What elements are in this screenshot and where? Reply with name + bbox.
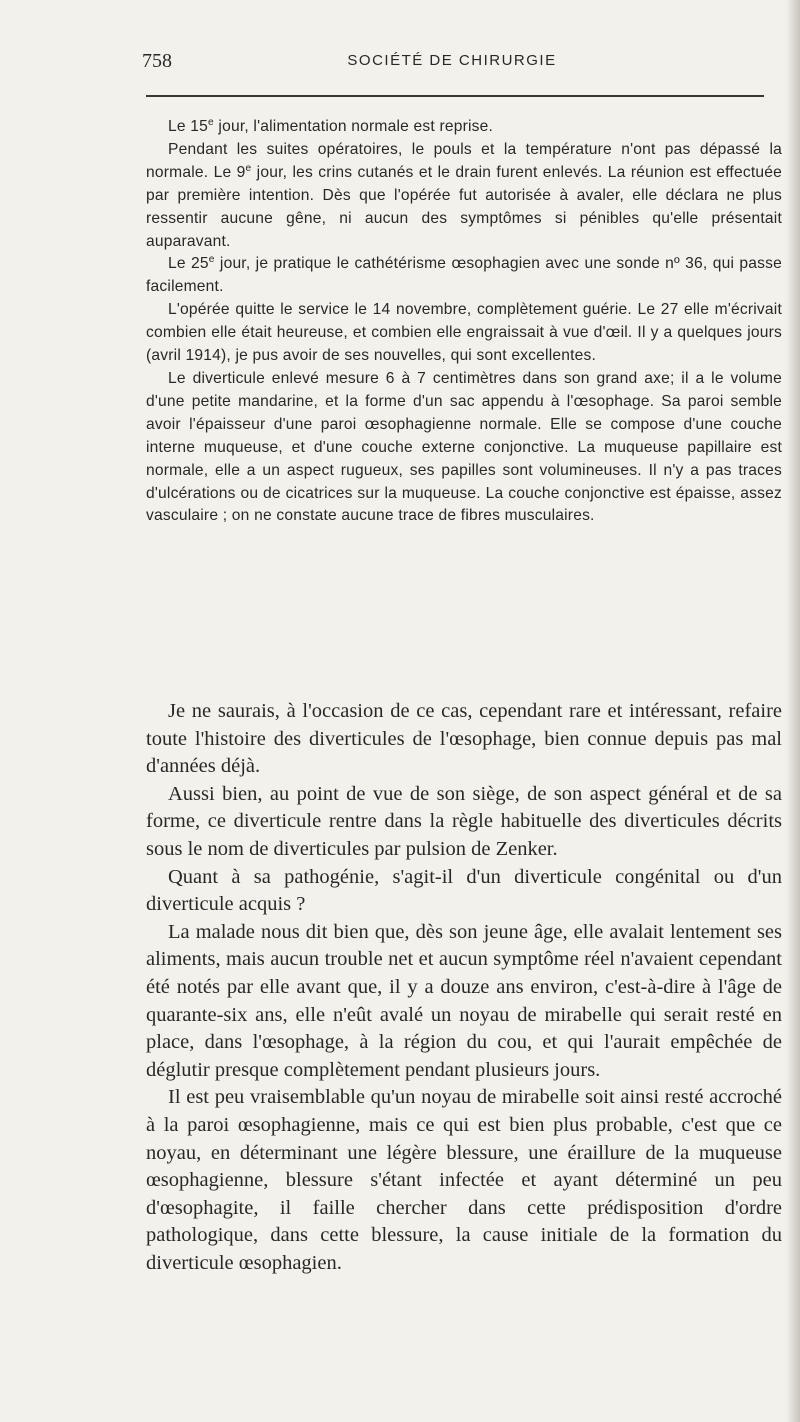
paragraph: Il est peu vraisemblable qu'un noyau de mirabelle soit ainsi resté accroché à la paroi œsophagienne, mais ce qui est bien plus probable, c'est que ce noyau, en déterminant une légère blessure, une éraillure de la muqueuse œsophagienne, blessure s'étant infectée et ayant déterminé un peu d'œsophagite, il faille chercher dans cette prédisposition d'ordre pathologique, dans cette blessure, la cause initiale de la formation du diverticule œsophagien.: [146, 1086, 782, 1274]
paragraph: Quant à sa pathogénie, s'agit-il d'un diverticule congénital ou d'un diverticule acquis ?: [146, 865, 782, 916]
paragraph: Le 15e jour, l'alimentation normale est reprise.: [168, 116, 494, 135]
page-header: [142, 50, 762, 84]
paragraph: Aussi bien, au point de vue de son siège, de son aspect général et de sa forme, ce diverticule rentre dans la règle habituelle des diverticules décrits sous le nom de diverticules par pulsion de Zenker.: [146, 782, 782, 860]
page-edge-shadow: [786, 0, 800, 1422]
page-number: 758: [142, 50, 172, 72]
paragraph: Pendant les suites opératoires, le pouls et la température n'ont pas dépassé la normale. Le 9e jour, les crins cutanés et le drain furent enlevés. La réunion est effectuée par première intention. Dès que l'opérée fut autorisée à avaler, elle déclara ne plus ressentir aucune gêne, ni aucun des symptômes si pénibles qu'elle présentait auparavant.: [146, 140, 782, 250]
discussion-section: [146, 698, 782, 1277]
case-report-section: [146, 116, 782, 528]
paragraph: La malade nous dit bien que, dès son jeune âge, elle avalait lentement ses aliments, mais aucun trouble net et aucun symptôme réel n'avaient cependant été notés par elle avant que, il y a douze ans environ, c'est-à-dire à l'âge de quarante-six ans, elle n'eût avalé un noyau de mirabelle qui serait resté en place, dans l'œsophage, à la région du cou, et qui l'aurait empêchée de déglutir presque complètement pendant plusieurs jours.: [146, 920, 782, 1081]
paragraph: L'opérée quitte le service le 14 novembre, complètement guérie. Le 27 elle m'écrivait combien elle était heureuse, et combien elle engraissait à vue d'œil. Il y a quelques jours (avril 1914), je pus avoir de ses nouvelles, qui sont excellentes.: [146, 301, 782, 365]
paragraph: Le diverticule enlevé mesure 6 à 7 centimètres dans son grand axe; il a le volume d'une petite mandarine, et la forme d'un sac appendu à l'œsophage. Sa paroi semble avoir l'épaisseur d'une paroi œsophagienne normale. Elle se compose d'une couche interne muqueuse, et d'une couche externe conjonctive. La muqueuse papillaire est normale, elle a un aspect rugueux, ses papilles sont volumineuses. Il n'y a pas traces d'ulcérations ou de cicatrices sur la muqueuse. La couche conjonctive est épaisse, assez vasculaire ; on ne constate aucune trace de fibres musculaires.: [146, 369, 782, 525]
paragraph: Je ne saurais, à l'occasion de ce cas, cependant rare et intéressant, refaire toute l'histoire des diverticules de l'œsophage, bien connue depuis pas mal d'années déjà.: [146, 700, 782, 778]
header-rule: [146, 95, 764, 97]
running-title: SOCIÉTÉ DE CHIRURGIE: [347, 52, 557, 69]
paragraph: Le 25e jour, je pratique le cathétérisme œsophagien avec une sonde nº 36, qui passe facilement.: [146, 254, 783, 296]
